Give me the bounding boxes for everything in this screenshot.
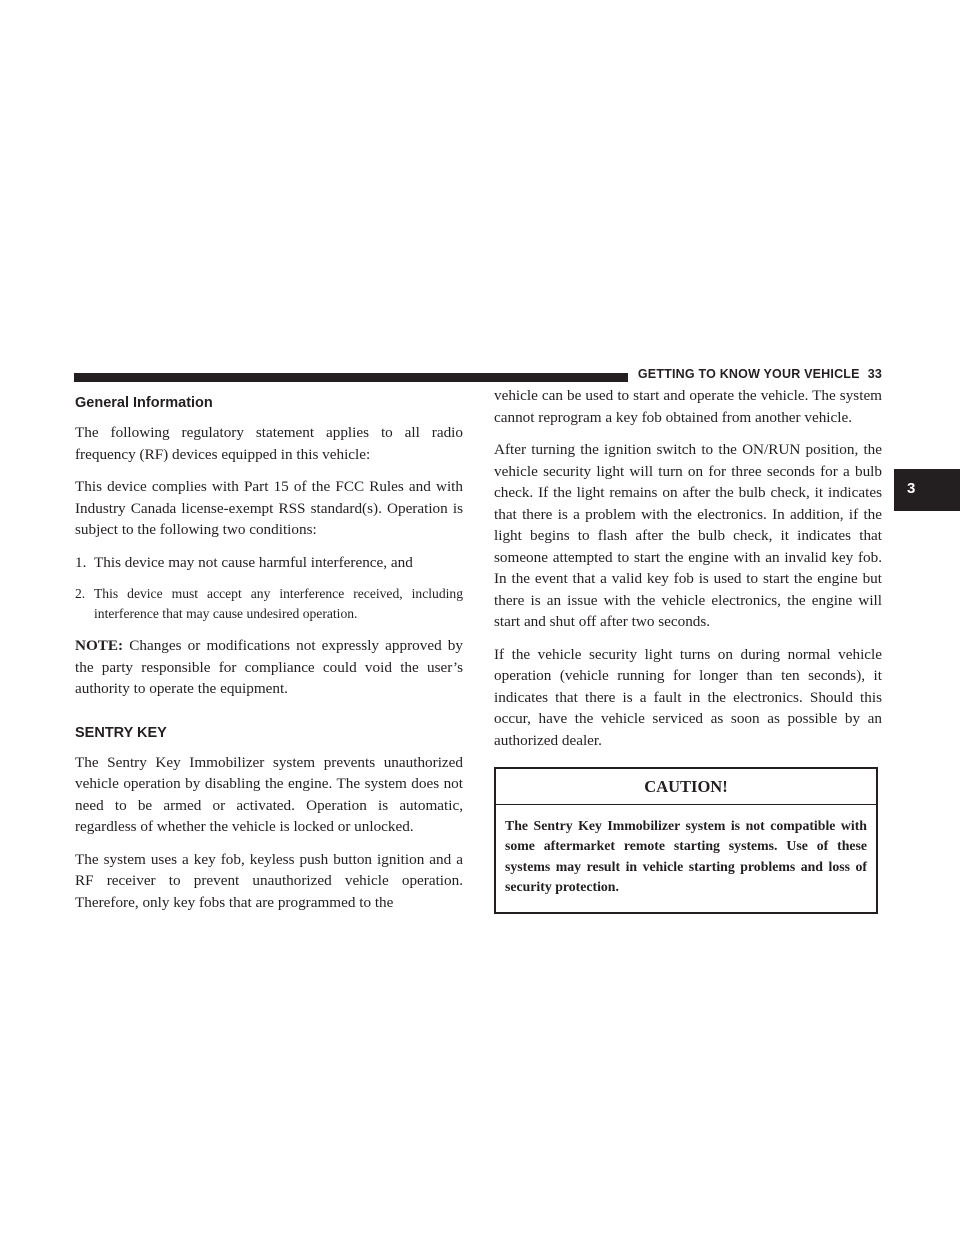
heading-general-information: General Information [75,395,213,411]
caution-box [494,767,878,914]
note-label: NOTE: [75,637,124,654]
paragraph: If the vehicle security light turns on during normal vehicle operation (vehicle running for longer than ten seconds), it indicates that there is a fault in the electronics. Should this occur, have the vehicle serviced as soon as possible by an authorized dealer. [494,645,882,749]
list-text: This device must accept any interference received, including interference that may cause undesired operation. [94,586,463,621]
note-text: Changes or modifications not expressly approved by the party responsible for compliance could void the user’s authority to operate the equipment. [75,637,463,697]
chapter-tab[interactable]: 3 [894,469,960,511]
paragraph: After turning the ignition switch to the ON/RUN position, the vehicle security light will turn on for three seconds for a bulb check. If the light remains on after the bulb check, it indicates that there is a problem with the electronics. In addition, if the light begins to flash after the bulb check, it indicates that someone attempted to start the engine with an invalid key fob. In the event that a valid key fob is used to start the engine but there is an issue with the vehicle electronics, the engine will start and shut off after two seconds. [494,441,882,630]
list-item [75,584,463,624]
note-paragraph [75,635,463,700]
right-column [494,385,882,914]
caution-title: CAUTION! [496,769,876,805]
section-title: GETTING TO KNOW YOUR VEHICLE [637,367,860,381]
left-column [75,388,463,924]
paragraph: vehicle can be used to start and operate the vehicle. The system cannot reprogram a key fob obtained from another vehicle. [494,387,882,426]
conditions-list [75,552,463,625]
caution-text: The Sentry Key Immobilizer system is not compatible with some aftermarket remote starting systems. Use of these systems may result in vehicle starting problems and loss of security protection. [505,817,867,894]
paragraph: The Sentry Key Immobilizer system prevents unauthorized vehicle operation by disabling the engine. The system does not need to be armed or activated. Operation is automatic, regardless of whether the vehicle is locked or unlocked. [75,753,463,835]
list-number: 1. [75,553,87,571]
list-text: This device may not cause harmful interference, and [94,553,413,571]
list-number: 2. [75,586,86,601]
heading-sentry-key: SENTRY KEY [75,724,167,741]
list-item [75,552,463,574]
paragraph: The system uses a key fob, keyless push button ignition and a RF receiver to prevent unauthorized vehicle operation. Therefore, only key fobs that are programmed to the [75,850,463,911]
header-rule [74,373,628,382]
running-header [638,367,882,381]
page-number: 33 [867,367,882,381]
paragraph: The following regulatory statement applies to all radio frequency (RF) devices equipped in this vehicle: [75,424,463,463]
paragraph: This device complies with Part 15 of the FCC Rules and with Industry Canada license-exempt RSS standard(s). Operation is subject to the following two conditions: [75,478,463,538]
